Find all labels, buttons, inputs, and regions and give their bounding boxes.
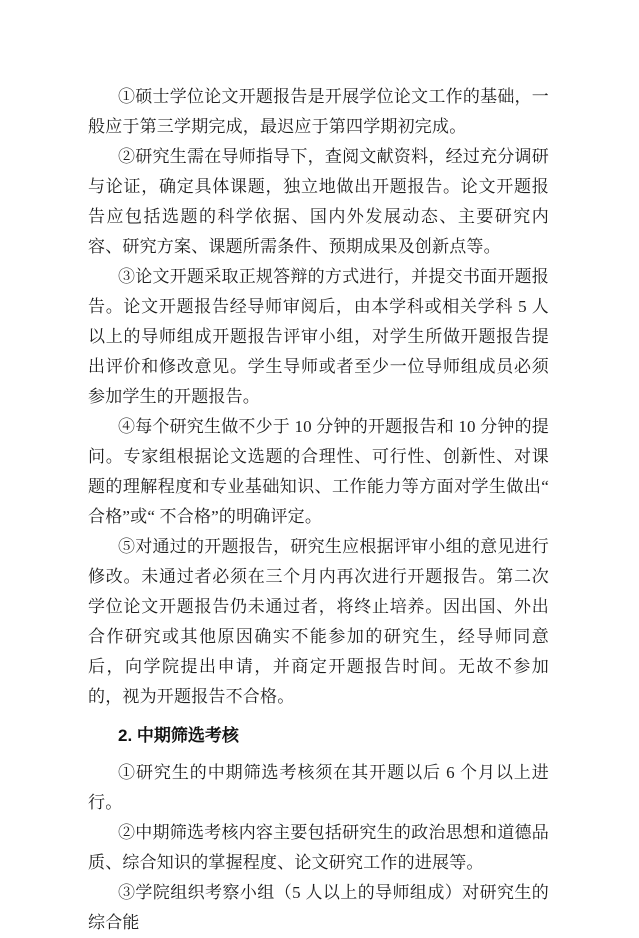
- document-body: [88, 82, 549, 938]
- paragraph-midterm-2: ②中期筛选考核内容主要包括研究生的政治思想和道德品质、综合知识的掌握程度、论文研究工作的进展等。: [88, 823, 549, 872]
- paragraph-proposal-5: ⑤对通过的开题报告，研究生应根据评审小组的意见进行修改。未通过者必须在三个月内再次进行开题报告。第二次学位论文开题报告仍未通过者，将终止培养。因出国、外出合作研究或其他原因确实不能参加的研究生，经导师同意后，向学院提出申请，并商定开题报告时间。无故不参加的，视为开题报告不合格。: [88, 537, 549, 706]
- section-heading-midterm: 2. 中期筛选考核: [118, 726, 239, 745]
- paragraph-proposal-2: ②研究生需在导师指导下，查阅文献资料，经过充分调研与论证，确定具体课题，独立地做出开题报告。论文开题报告应包括选题的科学依据、国内外发展动态、主要研究内容、研究方案、课题所需条件、预期成果及创新点等。: [88, 147, 549, 256]
- paragraph-proposal-4: ④每个研究生做不少于 10 分钟的开题报告和 10 分钟的提问。专家组根据论文选题的合理性、可行性、创新性、对课题的理解程度和专业基础知识、工作能力等方面对学生做出“ 合格”或“ 不合格”的明确评定。: [88, 417, 549, 526]
- paragraph-proposal-1: ①硕士学位论文开题报告是开展学位论文工作的基础，一般应于第三学期完成，最迟应于第四学期初完成。: [88, 87, 549, 136]
- paragraph-midterm-3: ③学院组织考察小组（5 人以上的导师组成）对研究生的综合能: [88, 883, 549, 932]
- paragraph-midterm-1: ①研究生的中期筛选考核须在其开题以后 6 个月以上进行。: [88, 763, 549, 812]
- paragraph-proposal-3: ③论文开题采取正规答辩的方式进行，并提交书面开题报告。论文开题报告经导师审阅后，由本学科或相关学科 5 人以上的导师组成开题报告评审小组，对学生所做开题报告提出评价和修改意见。学生导师或者至少一位导师组成员必须参加学生的开题报告。: [88, 267, 549, 406]
